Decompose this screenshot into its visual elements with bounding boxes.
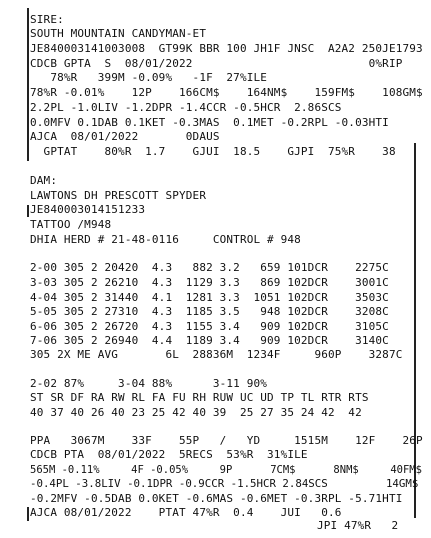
sire-margin-bar xyxy=(27,8,29,161)
sire-cdcb-indexes: 78%R -0.01% 12P 166CM$ 164NM$ 159FM$ 108GM$ xyxy=(30,86,423,99)
trait-values: 40 37 40 26 40 23 25 42 40 39 25 27 35 24 42 42 xyxy=(30,406,362,419)
sire-ajca-values: GPTAT 80%R 1.7 GJUI 18.5 GJPI 75%R 38 xyxy=(30,145,396,158)
dam-cdcb-header: CDCB PTA 08/01/2022 5RECS 53%R 31%ILE xyxy=(30,448,308,461)
sire-cdcb-yield: 78%R 399M -0.09% -1F 27%ILE xyxy=(30,71,268,84)
sire-heading: SIRE: xyxy=(30,13,64,26)
lactation-row: 5-05 305 2 27310 4.3 1185 3.5 948 102DCR 3208C xyxy=(30,305,389,318)
sire-health-traits: 2.2PL -1.0LIV -1.2DPR -1.4CCR -0.5HCR 2.86SCS xyxy=(30,101,342,114)
sire-registration: JE840003141003008 GT99K BBR 100 JH1F JNSC A2A2 250JE1793 xyxy=(30,42,423,55)
lactation-average: 305 2X ME AVG 6L 28836M 1234F 960P 3287C xyxy=(30,348,403,361)
dam-wellness-traits: -0.2MFV -0.5DAB 0.0KET -0.6MAS -0.6MET -0.3RPL -5.71HTI xyxy=(30,492,403,505)
trait-headers: ST SR DF RA RW RL FA FU RH RUW UC UD TP TL RTR RTS xyxy=(30,391,369,404)
dam-tattoo: TATTOO /M948 xyxy=(30,218,112,231)
right-margin-bar xyxy=(414,143,416,518)
lactation-row: 6-06 305 2 26720 4.3 1155 3.4 909 102DCR 3105C xyxy=(30,320,389,333)
dam-registration: JE840003014151233 xyxy=(30,203,146,216)
dam-health-traits: -0.4PL -3.8LIV -0.1DPR -0.9CCR -1.5HCR 2.84SCS 14GM$ xyxy=(30,477,419,490)
sire-cdcb-header: CDCB GPTA S 08/01/2022 0%RIP xyxy=(30,57,403,70)
lactation-row: 3-03 305 2 26210 4.3 1129 3.3 869 102DCR 3001C xyxy=(30,276,389,289)
dam-heading: DAM: xyxy=(30,174,58,187)
sire-wellness-traits: 0.0MFV 0.1DAB 0.1KET -0.3MAS 0.1MET -0.2RPL -0.03HTI xyxy=(30,116,389,129)
dam-ajca-line: AJCA 08/01/2022 PTAT 47%R 0.4 JUI 0.6 xyxy=(30,506,342,519)
sire-ajca-header: AJCA 08/01/2022 0DAUS xyxy=(30,130,220,143)
dam-jpi: JPI 47%R 2 xyxy=(317,519,399,532)
classification-scores: 2-02 87% 3-04 88% 3-11 90% xyxy=(30,377,268,390)
lactation-row: 4-04 305 2 31440 4.1 1281 3.3 1051 102DCR 3503C xyxy=(30,291,389,304)
dam-herd-control: DHIA HERD # 21-48-0116 CONTROL # 948 xyxy=(30,233,301,246)
lactation-row: 2-00 305 2 20420 4.3 882 3.2 659 101DCR 2275C xyxy=(30,261,389,274)
dam-ppa-yd: PPA 3067M 33F 55P / YD 1515M 12F 26P xyxy=(30,434,423,447)
evaluation-margin-bar xyxy=(27,507,29,521)
dam-margin-bar xyxy=(27,205,29,217)
lactation-row: 7-06 305 2 26940 4.4 1189 3.4 909 102DCR 3140C xyxy=(30,334,389,347)
dam-cdcb-indexes: 565M -0.11% 4F -0.05% 9P 7CM$ 8NM$ 40FM$ xyxy=(30,464,422,476)
dam-name: LAWTONS DH PRESCOTT SPYDER xyxy=(30,189,207,202)
sire-name: SOUTH MOUNTAIN CANDYMAN-ET xyxy=(30,27,207,40)
